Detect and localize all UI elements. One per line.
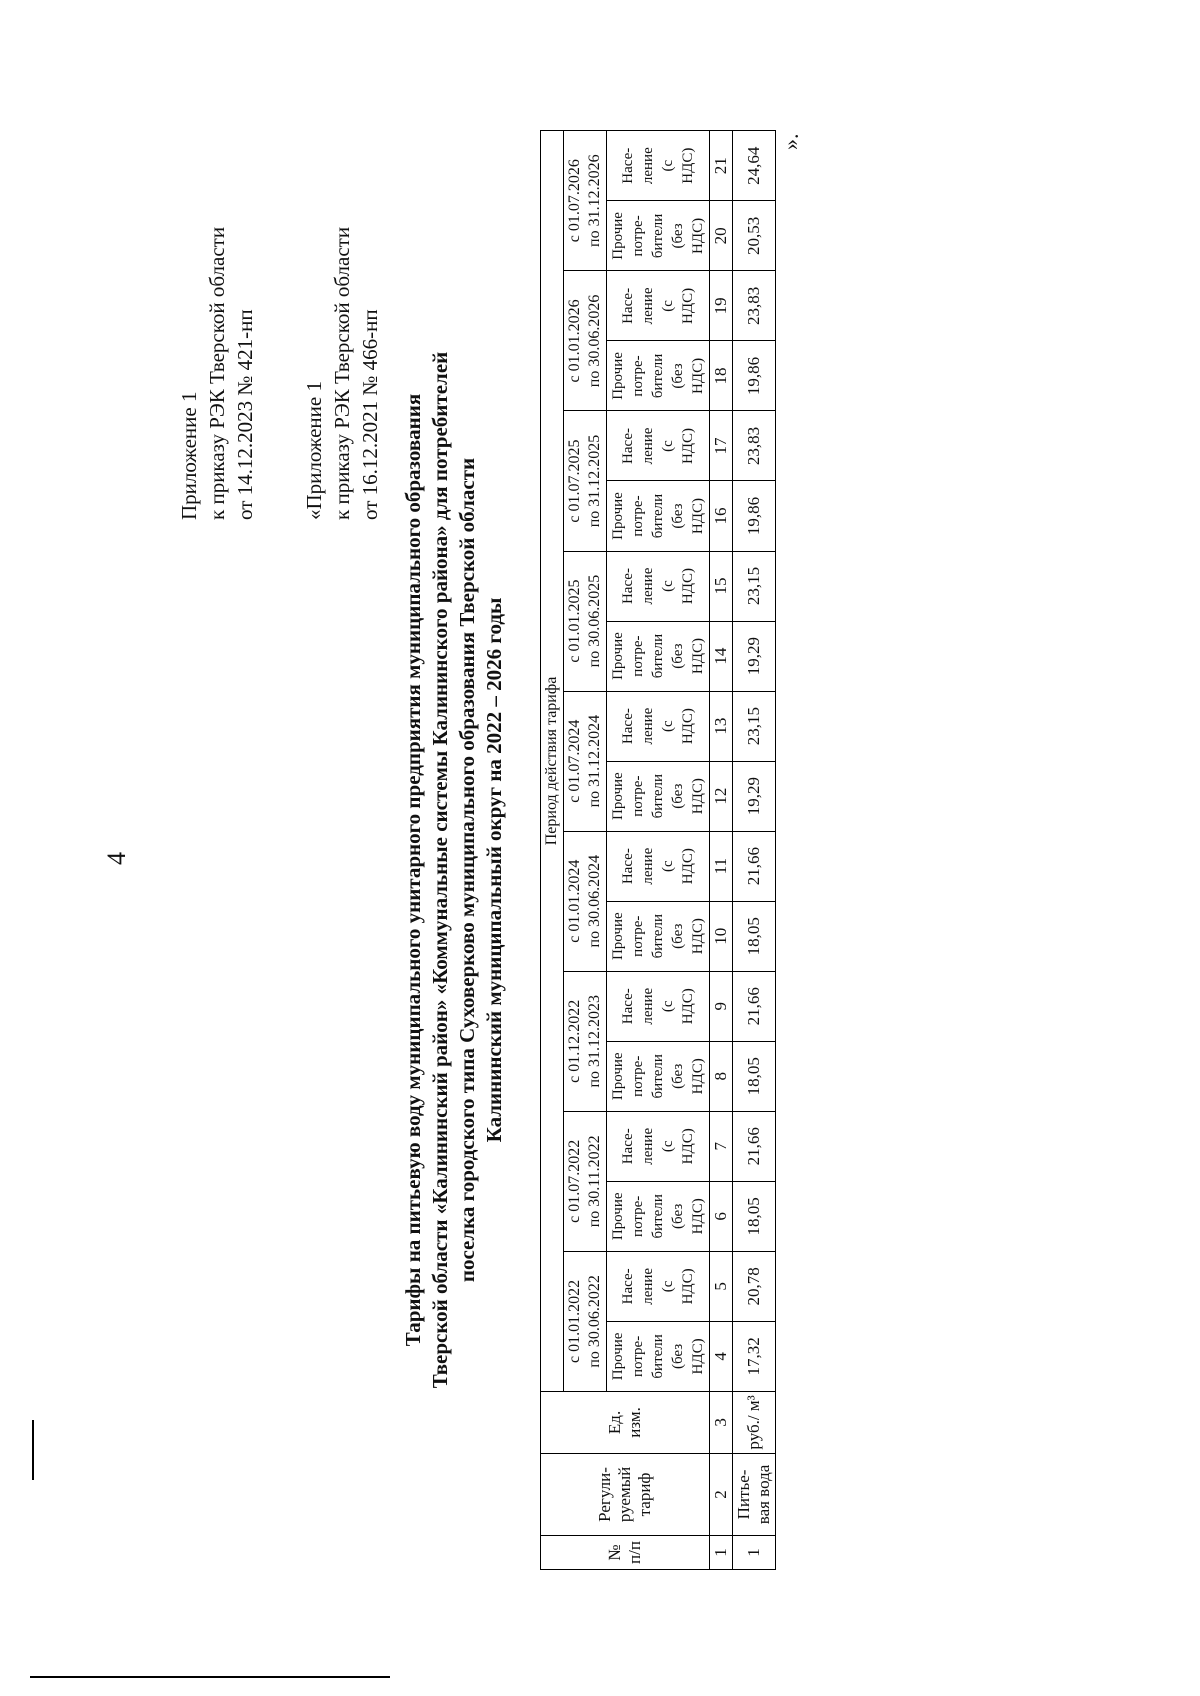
tariff-table xyxy=(540,130,776,1570)
header-other-consumers xyxy=(607,901,710,971)
header-population xyxy=(607,131,710,201)
consumer-label-line: НДС) xyxy=(690,1058,706,1095)
consumer-label-line: бители xyxy=(650,213,666,259)
consumer-label-line: (с xyxy=(660,720,676,732)
header-other-consumers xyxy=(607,1041,710,1111)
consumer-label-line: (с xyxy=(660,1280,676,1293)
period-dates xyxy=(564,831,607,971)
consumer-label-line: потре- xyxy=(630,355,646,397)
tariff-value: 20,53 xyxy=(733,201,776,271)
column-number: 19 xyxy=(710,271,733,341)
header-population xyxy=(607,411,710,481)
header-other-consumers xyxy=(607,1321,710,1391)
period-date-line: с 01.01.2025 xyxy=(566,579,583,663)
document-title xyxy=(400,190,508,1550)
consumer-label-line: НДС) xyxy=(690,497,706,535)
row-tariff: Питье- вая вода xyxy=(733,1453,776,1535)
column-number: 13 xyxy=(710,691,733,761)
consumer-label-line: Насе- xyxy=(620,708,636,745)
consumer-label-line: бители xyxy=(650,1334,666,1379)
tariff-value: 20,78 xyxy=(733,1251,776,1321)
consumer-label-line: (без xyxy=(670,783,686,809)
closing-quote: ». xyxy=(778,133,803,150)
consumer-label-line: Прочие xyxy=(610,1332,626,1381)
consumer-label-line: НДС) xyxy=(680,988,696,1025)
appendix-line: Приложение 1 xyxy=(177,391,201,520)
table-row xyxy=(733,131,776,1570)
period-date-line: по 31.12.2023 xyxy=(586,994,603,1088)
consumer-label-line: Насе- xyxy=(620,287,636,324)
consumer-label-line: НДС) xyxy=(680,848,696,885)
column-number: 1 xyxy=(710,1535,733,1569)
consumer-label-line: НДС) xyxy=(680,1268,696,1305)
page-number: 4 xyxy=(102,852,131,865)
consumer-label-line: (без xyxy=(670,503,686,529)
header-population xyxy=(607,551,710,621)
tariff-value: 19,29 xyxy=(733,621,776,691)
consumer-label-line: потре- xyxy=(630,915,646,957)
consumer-label-line: НДС) xyxy=(690,217,706,254)
consumer-label-line: (с xyxy=(660,159,676,172)
consumer-label-line: Прочие xyxy=(610,492,626,540)
header-other-consumers xyxy=(607,201,710,271)
appendix-line: от 16.12.2021 № 466-нп xyxy=(358,309,382,520)
tariff-value: 19,86 xyxy=(733,481,776,551)
header-population xyxy=(607,271,710,341)
consumer-label-line: Насе- xyxy=(620,147,636,184)
consumer-label-line: НДС) xyxy=(690,357,706,394)
consumer-label-line: бители xyxy=(650,773,666,819)
appendix-line: от 14.12.2023 № 421-нп xyxy=(233,309,257,520)
consumer-label-line: (без xyxy=(670,223,686,249)
column-number: 8 xyxy=(710,1041,733,1111)
period-dates xyxy=(564,411,607,551)
consumer-label-line: (с xyxy=(660,1140,676,1153)
period-dates xyxy=(564,271,607,411)
period-dates xyxy=(564,1111,607,1251)
consumer-label-line: (без xyxy=(670,1063,686,1089)
consumer-label-line: (с xyxy=(660,1000,676,1013)
tariff-value: 21,66 xyxy=(733,831,776,901)
header-row-periods xyxy=(541,131,564,1570)
column-number: 2 xyxy=(710,1453,733,1535)
column-number: 4 xyxy=(710,1321,733,1391)
tariff-value: 18,05 xyxy=(733,901,776,971)
period-date-line: с 01.07.2026 xyxy=(566,159,583,243)
consumer-label-line: потре- xyxy=(630,1335,646,1378)
consumer-label-line: потре- xyxy=(630,1195,646,1237)
consumer-label-line: ление xyxy=(640,1127,656,1165)
consumer-label-line: бители xyxy=(650,353,666,399)
consumer-label-line: потре- xyxy=(630,1055,646,1097)
appendix-line: к приказу РЭК Тверской области xyxy=(205,226,229,520)
tariff-value: 23,83 xyxy=(733,411,776,481)
period-date-line: по 30.11.2022 xyxy=(586,1135,603,1228)
header-population xyxy=(607,831,710,901)
consumer-label-line: ление xyxy=(640,1267,656,1305)
consumer-label-line: ление xyxy=(640,847,656,885)
consumer-label-line: (без xyxy=(670,923,686,949)
period-date-line: по 30.06.2022 xyxy=(586,1275,603,1368)
period-date-line: с 01.07.2024 xyxy=(566,719,583,803)
period-date-line: по 30.06.2026 xyxy=(586,294,603,388)
column-number: 18 xyxy=(710,341,733,411)
header-unit: Ед. изм. xyxy=(541,1391,710,1453)
consumer-label-line: Насе- xyxy=(620,428,636,464)
tariff-value: 23,83 xyxy=(733,271,776,341)
period-dates xyxy=(564,551,607,691)
row-number: 1 xyxy=(733,1535,776,1569)
title-line: Тарифы на питьевую воду муниципального унитарного предприятия муниципального образования xyxy=(401,393,425,1347)
consumer-label-line: ление xyxy=(640,287,656,325)
consumer-label-line: Прочие xyxy=(610,632,626,680)
column-number: 3 xyxy=(710,1391,733,1453)
consumer-label-line: бители xyxy=(650,1054,666,1099)
header-other-consumers xyxy=(607,1181,710,1251)
header-population xyxy=(607,1111,710,1181)
column-number: 17 xyxy=(710,411,733,481)
header-other-consumers xyxy=(607,341,710,411)
period-date-line: с 01.01.2022 xyxy=(566,1279,583,1363)
column-number: 12 xyxy=(710,761,733,831)
consumer-label-line: НДС) xyxy=(680,427,696,465)
consumer-label-line: (с xyxy=(660,860,676,872)
rotated-page xyxy=(30,70,1090,1630)
tariff-value: 21,66 xyxy=(733,971,776,1041)
consumer-label-line: НДС) xyxy=(680,568,696,605)
header-row-consumers xyxy=(607,131,710,1570)
consumer-label-line: бители xyxy=(650,914,666,959)
appendix-line: к приказу РЭК Тверской области xyxy=(330,226,354,520)
row-unit: руб./ м³ xyxy=(733,1391,776,1453)
column-number-row xyxy=(710,131,733,1570)
header-population xyxy=(607,691,710,761)
column-number: 6 xyxy=(710,1181,733,1251)
header-row-dates xyxy=(564,131,607,1570)
consumer-label-line: НДС) xyxy=(690,638,706,675)
column-number: 11 xyxy=(710,831,733,901)
consumer-label-line: (с xyxy=(660,300,676,312)
header-number: № п/п xyxy=(541,1535,710,1569)
period-dates xyxy=(564,971,607,1111)
column-number: 5 xyxy=(710,1251,733,1321)
column-number: 20 xyxy=(710,201,733,271)
tariff-value: 19,29 xyxy=(733,761,776,831)
consumer-label-line: (без xyxy=(670,1343,686,1369)
column-number: 9 xyxy=(710,971,733,1041)
appendix-reference-old xyxy=(300,227,384,520)
consumer-label-line: бители xyxy=(650,493,666,539)
consumer-label-line: Прочие xyxy=(610,912,626,961)
consumer-label-line: ление xyxy=(640,707,656,745)
tariff-value: 24,64 xyxy=(733,131,776,201)
column-number: 7 xyxy=(710,1111,733,1181)
appendix-reference-new xyxy=(175,227,259,520)
consumer-label-line: потре- xyxy=(630,635,646,677)
consumer-label-line: (без xyxy=(670,363,686,389)
period-dates xyxy=(564,131,607,271)
header-population xyxy=(607,971,710,1041)
column-number: 10 xyxy=(710,901,733,971)
consumer-label-line: НДС) xyxy=(690,1338,706,1375)
consumer-label-line: НДС) xyxy=(690,918,706,955)
consumer-label-line: Насе- xyxy=(620,848,636,885)
header-other-consumers xyxy=(607,621,710,691)
consumer-label-line: (без xyxy=(670,1203,686,1229)
consumer-label-line: потре- xyxy=(630,495,646,537)
consumer-label-line: Насе- xyxy=(620,1268,636,1305)
consumer-label-line: НДС) xyxy=(680,147,696,184)
tariff-value: 21,66 xyxy=(733,1111,776,1181)
column-number: 21 xyxy=(710,131,733,201)
header-other-consumers xyxy=(607,481,710,551)
consumer-label-line: ление xyxy=(640,427,656,465)
period-date-line: по 31.12.2026 xyxy=(586,154,603,247)
consumer-label-line: Прочие xyxy=(610,772,626,820)
tariff-value: 23,15 xyxy=(733,691,776,761)
period-dates xyxy=(564,1251,607,1391)
title-line: поселка городского типа Суховерково муниципального образования Тверской области xyxy=(455,457,479,1283)
period-date-line: с 01.07.2022 xyxy=(566,1139,583,1223)
period-date-line: с 01.12.2022 xyxy=(566,999,583,1083)
consumer-label-line: Прочие xyxy=(610,1052,626,1101)
tariff-value: 23,15 xyxy=(733,551,776,621)
consumer-label-line: (с xyxy=(660,580,676,592)
appendix-line: «Приложение 1 xyxy=(302,381,326,520)
consumer-label-line: бители xyxy=(650,633,666,679)
tariff-value: 18,05 xyxy=(733,1041,776,1111)
consumer-label-line: ление xyxy=(640,567,656,605)
consumer-label-line: ление xyxy=(640,987,656,1025)
consumer-label-line: Насе- xyxy=(620,568,636,605)
consumer-label-line: НДС) xyxy=(690,1198,706,1235)
period-date-line: с 01.07.2025 xyxy=(566,439,583,523)
period-date-line: по 31.12.2025 xyxy=(586,434,603,528)
scan-edge-mark-horizontal xyxy=(30,1676,390,1678)
period-date-line: по 30.06.2024 xyxy=(586,854,603,948)
tariff-value: 17,32 xyxy=(733,1321,776,1391)
consumer-label-line: Прочие xyxy=(610,352,626,400)
column-number: 16 xyxy=(710,481,733,551)
header-other-consumers xyxy=(607,761,710,831)
column-number: 14 xyxy=(710,621,733,691)
consumer-label-line: бители xyxy=(650,1194,666,1239)
tariff-value: 19,86 xyxy=(733,341,776,411)
consumer-label-line: НДС) xyxy=(680,287,696,324)
period-date-line: по 30.06.2025 xyxy=(586,574,603,668)
consumer-label-line: потре- xyxy=(630,775,646,817)
period-date-line: по 31.12.2024 xyxy=(586,714,603,808)
consumer-label-line: Насе- xyxy=(620,1128,636,1165)
title-line: Тверской области «Калининский район» «Коммунальные системы Калининского района» для потребителей xyxy=(428,351,452,1389)
consumer-label-line: (без xyxy=(670,643,686,669)
header-period: Период действия тарифа xyxy=(541,131,564,1392)
period-date-line: с 01.01.2024 xyxy=(566,859,583,943)
consumer-label-line: потре- xyxy=(630,215,646,257)
period-dates xyxy=(564,691,607,831)
consumer-label-line: Прочие xyxy=(610,1192,626,1241)
tariff-value: 18,05 xyxy=(733,1181,776,1251)
consumer-label-line: НДС) xyxy=(680,1128,696,1165)
period-date-line: с 01.01.2026 xyxy=(566,299,583,383)
consumer-label-line: НДС) xyxy=(680,708,696,745)
column-number: 15 xyxy=(710,551,733,621)
consumer-label-line: Прочие xyxy=(610,212,626,260)
header-tariff: Регули- руемый тариф xyxy=(541,1453,710,1535)
consumer-label-line: ление xyxy=(640,147,656,185)
consumer-label-line: (с xyxy=(660,440,676,452)
title-line: Калининский муниципальный округ на 2022 – 2026 годы xyxy=(482,597,506,1143)
consumer-label-line: НДС) xyxy=(690,778,706,815)
header-population xyxy=(607,1251,710,1321)
consumer-label-line: Насе- xyxy=(620,988,636,1025)
